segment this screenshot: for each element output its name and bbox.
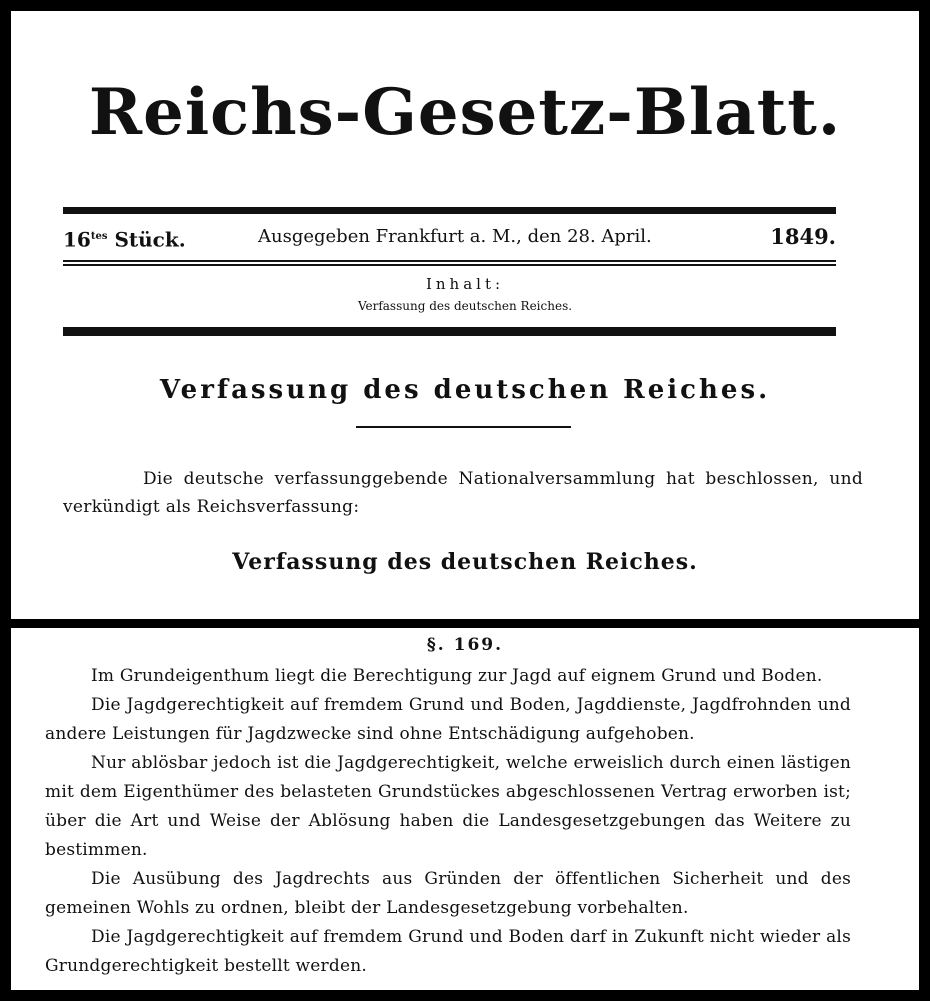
title-underline: [356, 426, 571, 428]
issue-year: 1849.: [770, 224, 836, 249]
section-paragraph: Die Jagdgerechtigkeit auf fremdem Grund und Boden, Jagddienste, Jagdfrohnden und andere Leistungen für Jagdzwecke sind ohne Entschädigung aufgehoben.: [45, 695, 851, 744]
section-paragraph: Die Jagdgerechtigkeit auf fremdem Grund und Boden darf in Zukunft nicht wieder als Grundgerechtigkeit bestellt werden.: [45, 927, 851, 976]
section-panel: [11, 628, 919, 990]
issue-rule-2: [63, 264, 836, 266]
section-paragraph: Nur ablösbar jedoch ist die Jagdgerechtigkeit, welche erweislich durch einen lästigen mit dem Eigenthümer des belasteten Grundstückes abgeschlossenen Vertrag erworben ist; über die Art und Weise der Ablösung haben die Landesgesetzgebungen das Weitere zu bestimmen.: [45, 753, 851, 860]
document-subtitle: Verfassung des deutschen Reiches.: [232, 549, 698, 575]
contents-rule: [63, 327, 836, 336]
masthead-title: Reichs-Gesetz-Blatt.: [88, 75, 842, 150]
document-title: Verfassung des deutschen Reiches.: [159, 375, 771, 405]
issue-place-date: Ausgegeben Frankfurt a. M., den 28. April.: [258, 226, 652, 247]
issue-line: [63, 223, 836, 251]
section-body: [45, 662, 851, 981]
contents-label: Inhalt:: [425, 275, 505, 293]
contents-item: Verfassung des deutschen Reiches.: [357, 299, 573, 313]
masthead-rule-upper: [63, 207, 836, 214]
issue-rule-1: [63, 260, 836, 262]
section-paragraph: Die Ausübung des Jagdrechts aus Gründen der öffentlichen Sicherheit und des gemeinen Wohls zu ordnen, bleibt der Landesgesetzgebung vorbehalten.: [45, 869, 851, 918]
issue-number: $16^{tes}$ Stück.: [63, 227, 186, 252]
preamble-text: Die deutsche verfassunggebende Nationalversammlung hat beschlossen, und verkündigt als Reichsverfassung:: [63, 469, 863, 517]
masthead-panel: [11, 11, 919, 619]
section-paragraph: Im Grundeigenthum liegt die Berechtigung zur Jagd auf eignem Grund und Boden.: [91, 666, 823, 686]
section-heading: §. 169.: [426, 635, 504, 655]
